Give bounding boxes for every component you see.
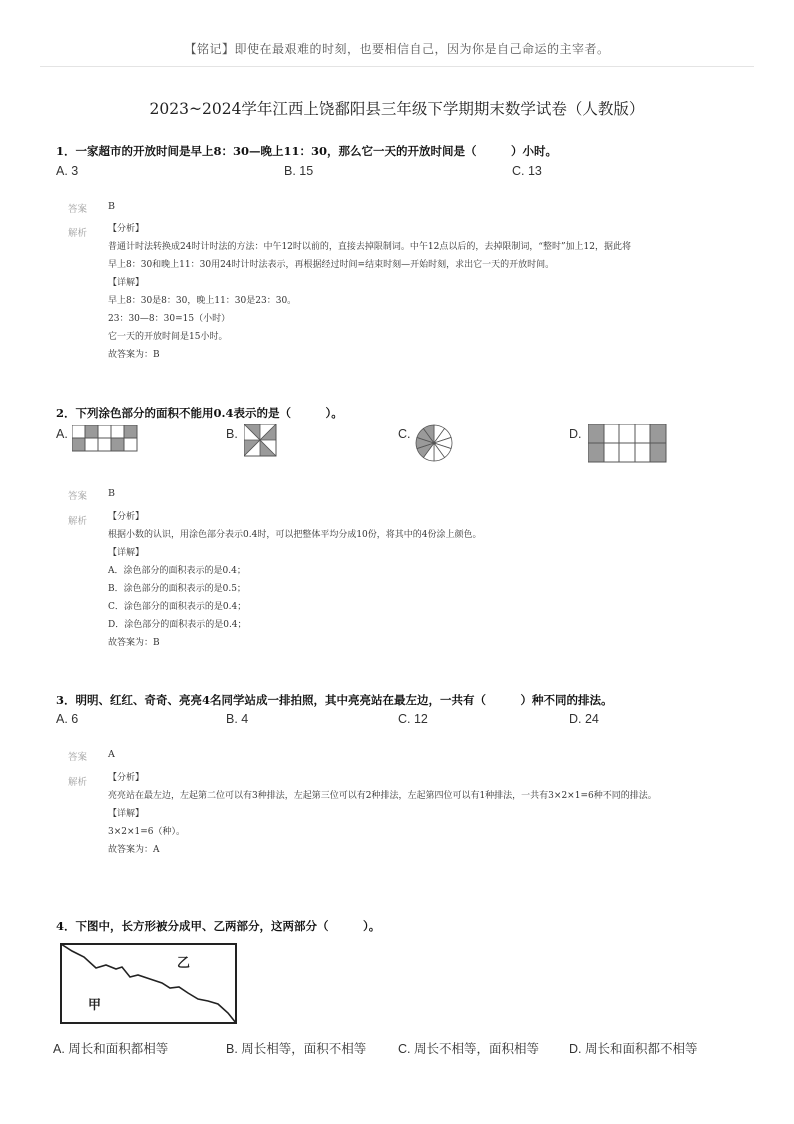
q4-figure [58,941,240,1027]
q4-option-c[interactable]: C. 周长不相等，面积相等 [398,1042,539,1056]
q2-option-a[interactable]: A. [56,427,68,441]
q1-option-a[interactable]: A. 3 [56,164,79,178]
q2-option-b[interactable]: B. [226,427,238,441]
q4-option-b[interactable]: B. 周长相等，面积不相等 [226,1042,367,1056]
q4-option-d[interactable]: D. 周长和面积都不相等 [569,1042,698,1056]
q2-option-d[interactable]: D. [569,427,582,441]
q4-option-a[interactable]: A. 周长和面积都相等 [53,1042,169,1056]
q3-analysis-label: 解析 [68,777,88,788]
analysis-line: 【详解】 [108,278,145,288]
analysis-paragraph: 亮亮站在最左边，左起第二位可以有3种排法，左起第三位可以有2种排法，左起第四位可以有1种排法，一共有3×2×1=6种不同的排法。 [108,791,657,801]
q1-analysis-label: 解析 [68,228,88,239]
question-3: 3．明明、红红、奇奇、亮亮4名同学站成一排拍照，其中亮亮站在最左边，一共有（ ）种不同的排法。 [56,693,613,707]
analysis-line: 早上8：30是8：30，晚上11：30是23：30。 [108,296,297,306]
analysis-line: B．涂色部分的面积表示的是0.5； [108,584,246,594]
analysis-line: 23：30—8：30=15（小时） [108,314,231,324]
q2-analysis [108,508,482,652]
q4-label-jia: 甲 [88,998,102,1013]
header-divider [40,66,754,67]
q2-answer: B [108,488,115,499]
analysis-line: 根据小数的认识，用涂色部分表示0.4时，可以把整体平均分成10份，将其中的4份涂上颜色。 [108,530,482,540]
analysis-line: 早上8：30和晚上11：30用24时计时法表示，再根据经过时间=结束时刻—开始时刻，求出它一天的开放时间。 [108,260,555,270]
q4-label-yi: 乙 [177,956,191,971]
q3-option-b[interactable]: B. 4 [226,712,249,726]
analysis-line: 【详解】 [108,548,145,558]
q3-option-a[interactable]: A. 6 [56,712,79,726]
q2-analysis-label: 解析 [68,516,88,527]
analysis-line: 故答案为：B [108,350,160,360]
analysis-line: D．涂色部分的面积表示的是0.4； [108,620,247,630]
page-title: 2023~2024学年江西上饶鄱阳县三年级下学期期末数学试卷（人教版） [149,100,645,118]
analysis-line: 故答案为：B [108,638,160,648]
q3-analysis [108,769,723,859]
analysis-line: 它一天的开放时间是15小时。 [108,332,228,342]
analysis-line: 【分析】 [108,512,145,522]
q1-option-b[interactable]: B. 15 [284,164,314,178]
q1-answer-label: 答案 [68,204,88,215]
analysis-line: C．涂色部分的面积表示的是0.4； [108,602,247,612]
analysis-line: A．涂色部分的面积表示的是0.4； [108,566,246,576]
analysis-line: 【分析】 [108,224,145,234]
q3-answer: A [108,749,115,760]
q1-option-c[interactable]: C. 13 [512,164,542,178]
analysis-line: 3×2×1=6（种）。 [108,827,186,837]
analysis-line: 故答案为：A [108,845,160,855]
q3-answer-label: 答案 [68,752,88,763]
q2-figure-a [72,425,138,453]
question-4: 4．下图中，长方形被分成甲、乙两部分，这两部分（ ）。 [56,919,381,933]
q3-option-c[interactable]: C. 12 [398,712,428,726]
motto: 【铭记】即使在最艰难的时刻，也要相信自己，因为你是自己命运的主宰者。 [184,42,610,56]
q2-figure-d [588,424,668,464]
q2-answer-label: 答案 [68,491,88,502]
q2-option-c[interactable]: C. [398,427,411,441]
q3-option-d[interactable]: D. 24 [569,712,599,726]
analysis-line: 【详解】 [108,809,145,819]
q1-analysis [108,220,631,364]
q2-figure-b [244,424,278,458]
q2-figure-c [414,423,454,463]
analysis-line: 【分析】 [108,773,145,783]
question-1: 1．一家超市的开放时间是早上8：30—晚上11：30，那么它一天的开放时间是（ ）小时。 [56,144,558,158]
analysis-line: 普通计时法转换成24时计时法的方法：中午12时以前的，直接去掉限制词。中午12点以后的，去掉限制词，“整时”加上12，据此将 [108,242,632,252]
question-2: 2．下列涂色部分的面积不能用0.4表示的是（ ）。 [56,406,343,420]
q1-answer: B [108,201,115,212]
